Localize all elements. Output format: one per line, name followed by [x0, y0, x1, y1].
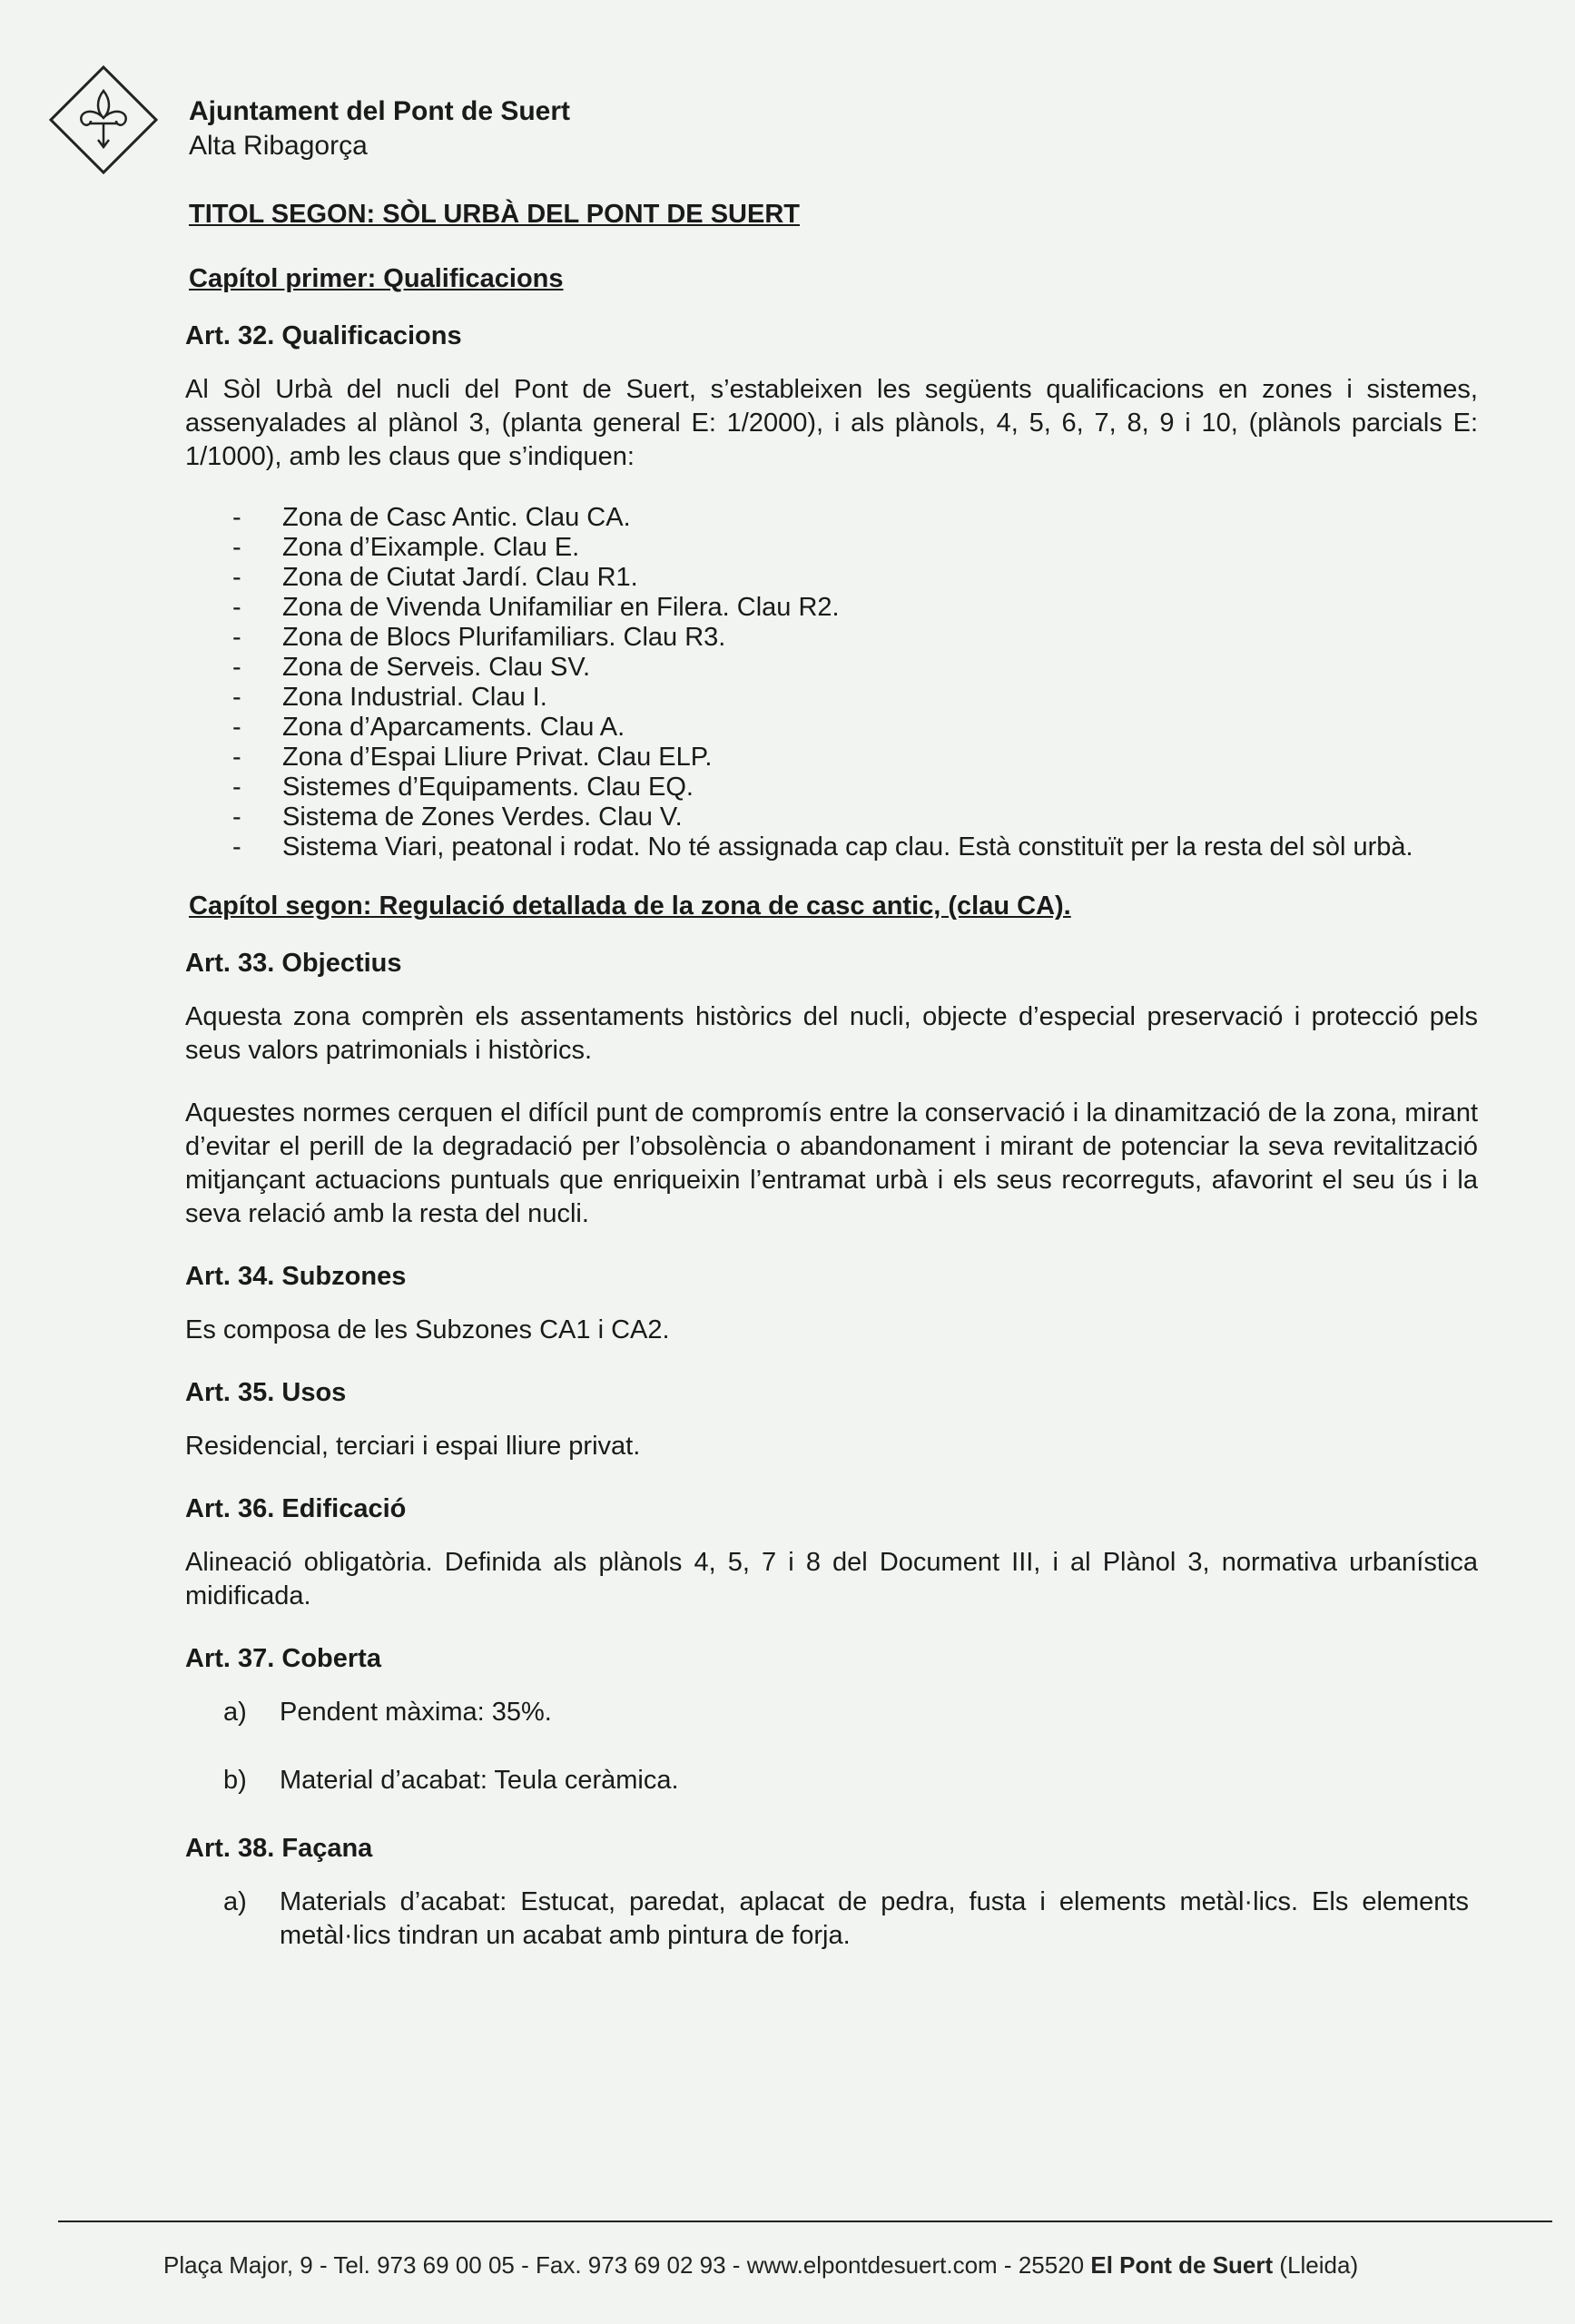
footer-province: (Lleida) [1279, 2251, 1359, 2279]
list-item: - Zona Industrial. Clau I. [232, 683, 1487, 713]
organization-region: Alta Ribagorça [189, 131, 368, 161]
footer [163, 2251, 1358, 2280]
article-32-heading: Art. 32. Qualificacions [185, 321, 462, 350]
list-item: - Zona de Serveis. Clau SV. [232, 653, 1487, 683]
list-item: - Zona d’Aparcaments. Clau A. [232, 713, 1487, 743]
article-37-heading: Art. 37. Coberta [185, 1644, 381, 1673]
list-item: - Zona de Ciutat Jardí. Clau R1. [232, 563, 1487, 593]
list-item: - Sistema de Zones Verdes. Clau V. [232, 803, 1487, 832]
article-33-paragraph-2: Aquestes normes cerquen el difícil punt de compromís entre la conservació i la dinamització de la zona, mirant d’evitar el perill de la degradació per l’obsolència o abandonament i mirant de potenciar la seva revitalització mitjançant actuacions puntuals que enriqueixin l’entramat urbà i els seus recorreguts, afavorint el seu ús i la seva relació amb la resta del nucli. [185, 1098, 1478, 1228]
organization-name: Ajuntament del Pont de Suert [189, 96, 571, 126]
list-item: - Zona de Vivenda Unifamiliar en Filera. Clau R2. [232, 593, 1487, 623]
article-38-item-a [180, 1886, 1469, 1953]
footer-contact: Plaça Major, 9 - Tel. 973 69 00 05 - Fax. 973 69 02 93 - www.elpontdesuert.com - 25520 [163, 2251, 1085, 2279]
article-38-heading: Art. 38. Façana [185, 1834, 373, 1863]
coat-of-arms-fleur-de-lis-icon [47, 64, 160, 176]
list-item: - Sistema Viari, peatonal i rodat. No té assignada cap clau. Està constituït per la resta del sòl urbà. [232, 832, 1487, 862]
list-item: - Zona de Blocs Plurifamiliars. Clau R3. [232, 623, 1487, 653]
organization-header [189, 94, 570, 163]
item-marker: a) [223, 1698, 247, 1727]
article-37-item-b [180, 1764, 1469, 1797]
article-35-heading: Art. 35. Usos [185, 1378, 347, 1407]
item-text: Materials d’acabat: Estucat, paredat, aplacat de pedra, fusta i elements metàl·lics. Els elements metàl·lics tindran un acabat amb pintura de forja. [280, 1887, 1469, 1950]
list-item: - Zona de Casc Antic. Clau CA. [232, 503, 1487, 533]
list-item: - Zona d’Espai Lliure Privat. Clau ELP. [232, 743, 1487, 773]
item-text: Material d’acabat: Teula ceràmica. [280, 1766, 679, 1795]
section-title: TITOL SEGON: SÒL URBÀ DEL PONT DE SUERT [189, 200, 800, 229]
article-37-item-a [180, 1696, 1469, 1729]
article-35-text: Residencial, terciari i espai lliure privat. [185, 1432, 641, 1461]
footer-divider [58, 2221, 1552, 2222]
article-33-heading: Art. 33. Objectius [185, 949, 402, 978]
list-item: - Sistemes d’Equipaments. Clau EQ. [232, 773, 1487, 803]
item-text: Pendent màxima: 35%. [280, 1698, 552, 1727]
list-item: - Zona d’Eixample. Clau E. [232, 533, 1487, 563]
article-33-paragraph-1: Aquesta zona comprèn els assentaments històrics del nucli, objecte d’especial preservació i protecció pels seus valors patrimonials i històrics. [185, 1002, 1478, 1065]
item-marker: b) [223, 1766, 247, 1795]
document-body [180, 191, 1487, 1987]
article-34-text: Es composa de les Subzones CA1 i CA2. [185, 1315, 670, 1344]
item-marker: a) [223, 1887, 247, 1916]
article-36-text: Alineació obligatòria. Definida als plànols 4, 5, 7 i 8 del Document III, i al Plànol 3, normativa urbanística midificada. [185, 1548, 1478, 1610]
article-34-heading: Art. 34. Subzones [185, 1262, 407, 1291]
zone-key-list [180, 503, 1487, 862]
chapter-heading-1: Capítol primer: Qualificacions [189, 264, 564, 293]
footer-town: El Pont de Suert [1090, 2251, 1274, 2279]
article-32-text: Al Sòl Urbà del nucli del Pont de Suert, s’estableixen les següents qualificacions en zones i sistemes, assenyalades al plànol 3, (planta general E: 1/2000), i als plànols, 4, 5, 6, 7, 8, 9 i 10, (plànols parcials E: 1/1000), amb les claus que s’indiquen: [185, 375, 1478, 471]
article-36-heading: Art. 36. Edificació [185, 1494, 407, 1523]
chapter-heading-2: Capítol segon: Regulació detallada de la zona de casc antic, (clau CA). [189, 891, 1071, 921]
